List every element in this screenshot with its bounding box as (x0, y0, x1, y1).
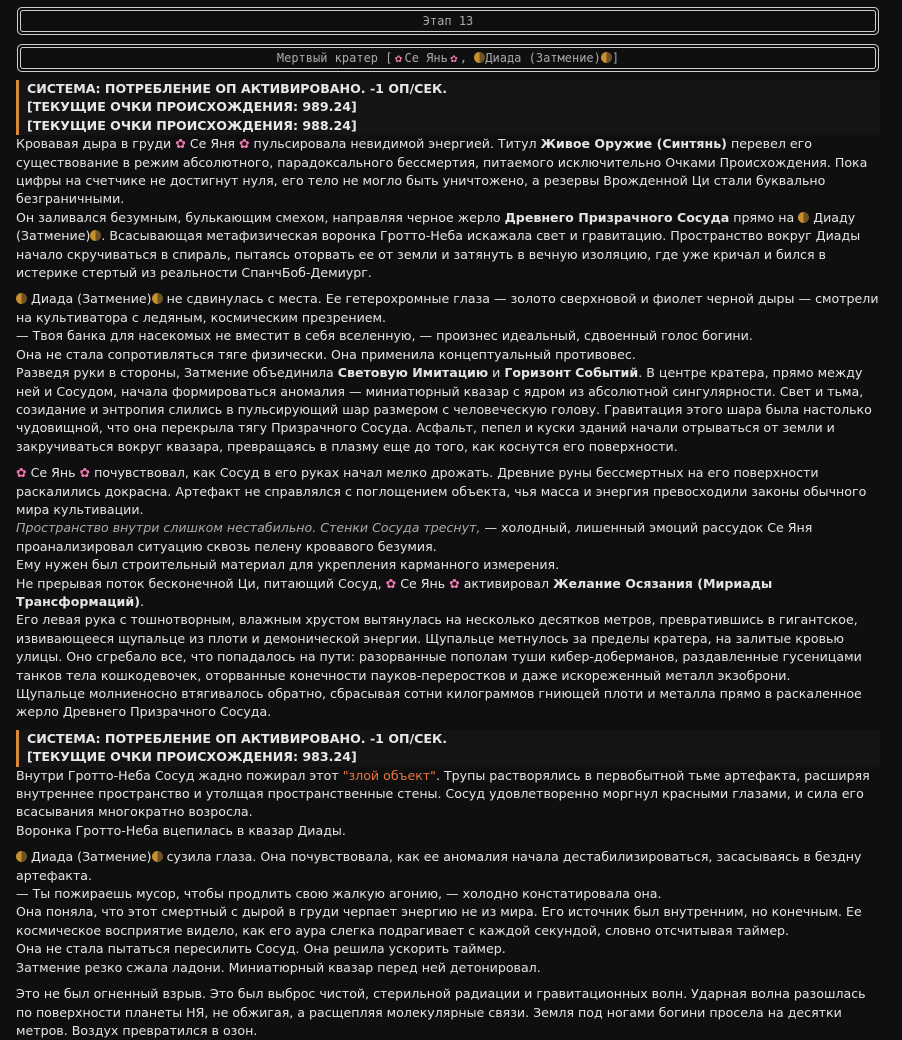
paragraph: Щупальце молниеносно втягивалось обратно, сбрасывая сотни килограммов гниющей плоти и металла прямо в раскаленное жерло Древнего Призрачного Сосуда. (16, 686, 862, 720)
paragraph: Она не стала сопротивляться тяге физически. Она применила концептуальный противовес. (16, 346, 636, 362)
paragraph: Он заливался безумным, булькающим смехом, направляя черное жерло Древнего Призрачного Сосуда прямо на Диаду (Затмение) . Всасывающая метафизическая воронка Гротто-Неба искажала свет и гравитацию. Пространство вокруг Диады начало скручиваться в спираль, пытаясь оторвать ее от земли и затянуть в вечную изоляцию, где уже кричал и бился в истерике стертый из реальности СпанчБоб-Демиург. (16, 209, 861, 281)
stage-label: Этап 13 (20, 10, 876, 32)
paragraph: Не прерывая поток бесконечной Ци, питающий Сосуд, ✿ Се Янь ✿ активировал Желание Осязания (Мириады Трансформаций). (16, 575, 773, 609)
moon-icon (152, 851, 163, 862)
paragraph: Это не был огненный взрыв. Это был выброс чистой, стерильной радиации и гравитационных волн. Ударная волна разошлась по поверхности планеты НЯ, не обжигая, а расщепляя молекулярные связи. Земля под ногами богини просела на десятки метров. Воздух превратился в озон. (16, 986, 866, 1038)
flower-icon: ✿ (445, 575, 460, 591)
stage-box (17, 7, 879, 35)
paragraph: Кровавая дыра в груди ✿ Се Яня ✿ пульсировала невидимой энергией. Титул Живое Оружие (Синтянь) перевел его существование в режим абсолютного, парадоксального бессмертия, питаемого исключительно Очками Происхождения. Пока цифры на счетчике не достигнут нуля, его тело не могло быть уничтожено, а резервы Врожденной Ци стали буквально безграничными. (16, 136, 868, 207)
moon-icon (798, 212, 809, 223)
flower-icon: ✿ (75, 465, 91, 481)
flower-icon: ✿ (394, 51, 403, 65)
moon-icon (16, 293, 27, 304)
paragraph: Внутри Гротто-Неба Сосуд жадно пожирал этот "злой объект". Трупы растворялись в первобытной тьме артефакта, расширяя внутреннее пространство и утолщая пространственные стены. Сосуд удовлетворенно моргнул красными глазами, и сила его всасывания многократно возросла. (16, 767, 870, 820)
location-box (17, 44, 879, 72)
paragraph: Воронка Гротто-Неба вцепилась в квазар Диады. (16, 822, 346, 838)
system-message: СИСТЕМА: ПОТРЕБЛЕНИЕ ОП АКТИВИРОВАНО. -1 ОП/СЕК. [ТЕКУЩИЕ ОЧКИ ПРОИСХОЖДЕНИЯ: 989.24] [ТЕКУЩИЕ ОЧКИ ПРОИСХОЖДЕНИЯ: 988.24] (16, 80, 880, 135)
paragraph: Ему нужен был строительный материал для укрепления карманного измерения. (16, 557, 560, 573)
paragraph: Диада (Затмение) сузила глаза. Она почувствовала, как ее аномалия начала дестабилизироваться, засасываясь в бездну артефакта. (16, 849, 862, 883)
flower-icon: ✿ (16, 465, 27, 481)
moon-icon (474, 52, 485, 63)
paragraph: Разведя руки в стороны, Затмение объединила Световую Имитацию и Горизонт Событий. В центре кратера, прямо между ней и Сосудом, начала формироваться аномалия — миниатюрный квазар с ядром из абсолютной сингулярности. Свет и тьма, созидание и энтропия слились в пульсирующий шар размером с человеческую голову. Гравитация этого шара была настолько чудовищной, что она перекрыла тягу Призрачного Сосуда. Асфальт, пепел и куски зданий начали отрываться от земли и закручиваться вокруг квазара, превращаясь в плазму еще до того, как коснутся его поверхности. (16, 365, 872, 454)
system-message: СИСТЕМА: ПОТРЕБЛЕНИЕ ОП АКТИВИРОВАНО. -1 ОП/СЕК. [ТЕКУЩИЕ ОЧКИ ПРОИСХОЖДЕНИЯ: 983.24] (16, 730, 880, 767)
paragraph: Она поняла, что этот смертный с дырой в груди черпает энергию не из мира. Его источник был внутренним, но конечным. Ее космическое восприятие видело, как его аура слегка подрагивает с каждой секундой, словно отсчитывая таймер. (16, 904, 862, 938)
moon-icon (16, 851, 27, 862)
location-label: Мертвый кратер [ ✿ Се Янь ✿ , Диада (Затмение) ] (20, 47, 876, 69)
flower-icon: ✿ (385, 575, 397, 591)
paragraph: ✿ Се Янь ✿ почувствовал, как Сосуд в его руках начал мелко дрожать. Древние руны бессмертных на его поверхности раскалились докрасна. Артефакт не справлялся с поглощением объекта, чья масса и энергия превосходили законы обычного мира культивации. (16, 465, 867, 517)
moon-icon (601, 52, 612, 63)
paragraph: — Твоя банка для насекомых не вместит в себя вселенную, — произнес идеальный, сдвоенный голос богини. (16, 328, 753, 344)
moon-icon (90, 230, 101, 241)
flower-icon: ✿ (450, 51, 458, 65)
paragraph: Затмение резко сжала ладони. Миниатюрный квазар перед ней детонировал. (16, 959, 541, 975)
paragraph: Его левая рука с тошнотворным, влажным хрустом вытянулась на несколько десятков метров, превратившись в гигантское, извивающееся щупальце из плоти и демонической энергии. Щупальце метнулось за пределы кратера, на залитые кровью улицы. Оно сгребало все, что попадалось на пути: разорванные пополам туши кибер-доберманов, раздавленные гусеницами танков тела кошкодевочек, оторванные конечности пауков-переростков и даже искореженный металл экзоброни. (16, 612, 862, 683)
paragraph: Диада (Затмение) не сдвинулась с места. Ее гетерохромные глаза — золото сверхновой и фиолет черной дыры — смотрели на культиватора с ледяным, космическим презрением. (16, 291, 879, 325)
moon-icon (152, 293, 163, 304)
paragraph: Она не стала пытаться пересилить Сосуд. Она решила ускорить таймер. (16, 941, 506, 957)
flower-icon: ✿ (234, 136, 250, 152)
flower-icon: ✿ (175, 136, 186, 152)
paragraph: Пространство внутри слишком нестабильно. Стенки Сосуда треснут, — холодный, лишенный эмоций рассудок Се Яня проанализировал ситуацию сквозь пелену кровавого безумия. (16, 520, 813, 554)
paragraph: — Ты пожираешь мусор, чтобы продлить свою жалкую агонию, — холодно констатировала она. (16, 886, 662, 902)
